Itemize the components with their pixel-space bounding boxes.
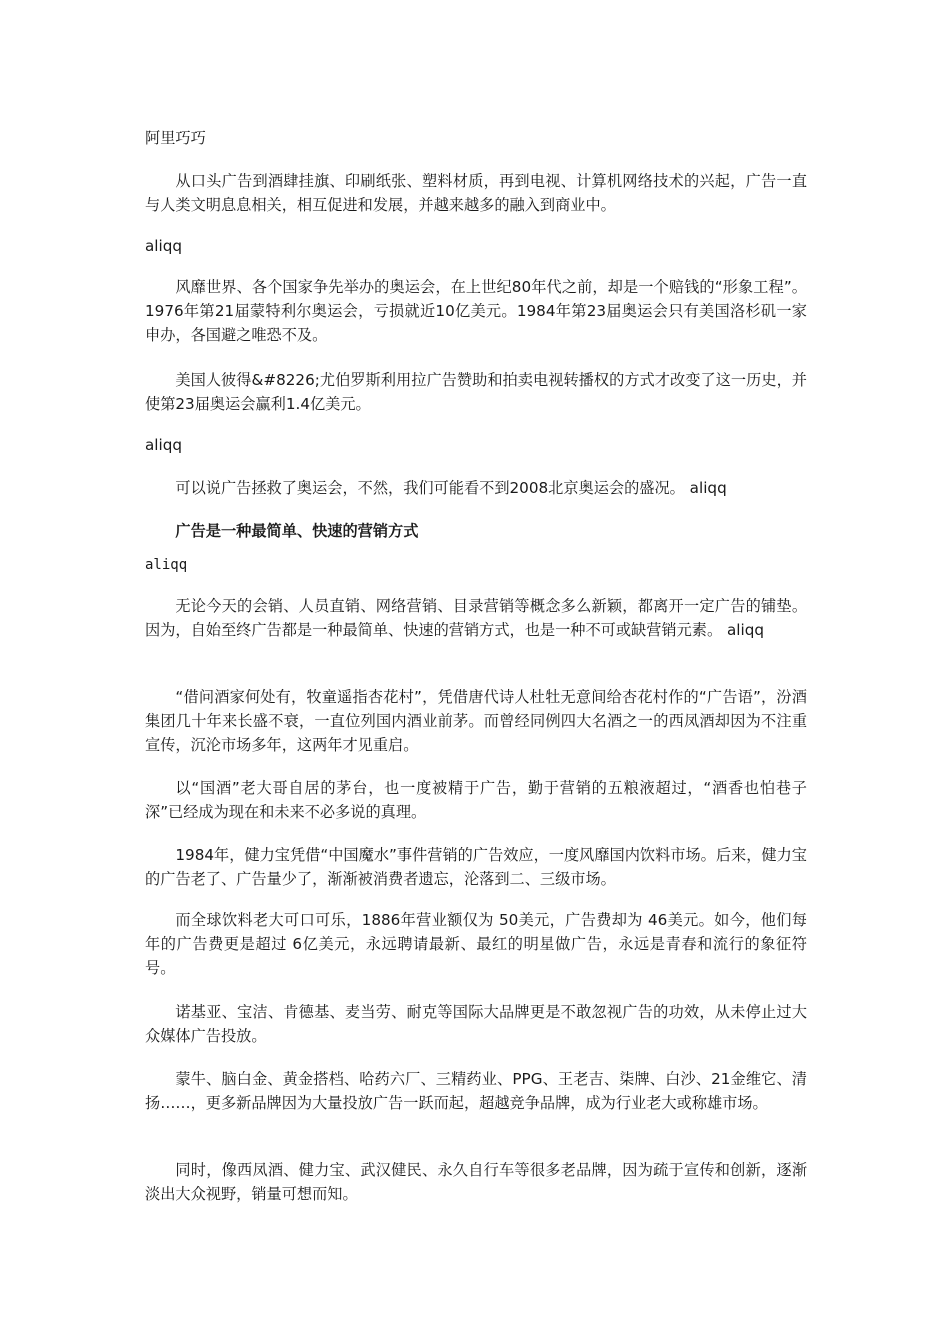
paragraph-9: 而全球饮料老大可口可乐，1886年营业额仅为 50美元，广告费却为 46美元。如今，他们每年的广告费更是超过 6亿美元，永远聘请最新、最红的明星做广告，永远是青春和流行的象征符号。: [145, 911, 807, 977]
paragraph-11: 蒙牛、脑白金、黄金搭档、哈药六厂、三精药业、PPG、王老吉、柒牌、白沙、21金维它、清扬……，更多新品牌因为大量投放广告一跃而起，超越竞争品牌，成为行业老大或称雄市场。: [145, 1070, 807, 1112]
paragraph-3: 美国人彼得&#8226;尤伯罗斯利用拉广告赞助和拍卖电视转播权的方式才改变了这一历史，并使第23届奥运会赢利1.4亿美元。: [145, 371, 807, 413]
tag-line-1: aliqq: [145, 237, 183, 255]
paragraph-2: 风靡世界、各个国家争先举办的奥运会，在上世纪80年代之前，却是一个赔钱的“形象工程”。1976年第21届蒙特利尔奥运会，亏损就近10亿美元。1984年第23届奥运会只有美国洛杉矶一家申办，各国避之唯恐不及。: [145, 278, 807, 344]
tag-line-2: aliqq: [145, 436, 183, 454]
paragraph-1: 从口头广告到酒肆挂旗、印刷纸张、塑料材质，再到电视、计算机网络技术的兴起，广告一直与人类文明息息相关，相互促进和发展，并越来越多的融入到商业中。: [145, 172, 807, 214]
paragraph-10: 诺基亚、宝洁、肯德基、麦当劳、耐克等国际大品牌更是不敢忽视广告的功效，从未停止过大众媒体广告投放。: [145, 1003, 807, 1045]
paragraph-6: “借问酒家何处有，牧童遥指杏花村”，凭借唐代诗人杜牡无意间给杏花村作的“广告语”，汾酒集团几十年来长盛不衰，一直位列国内酒业前茅。而曾经同例四大名酒之一的西凤酒却因为不注重宣传，沉沦市场多年，这两年才见重启。: [145, 688, 807, 754]
paragraph-5: 无论今天的会销、人员直销、网络营销、目录营销等概念多么新颖，都离开一定广告的铺垫。因为，自始至终广告都是一种最简单、快速的营销方式，也是一种不可或缺营销元素。 aliqq: [145, 597, 807, 639]
tag-line-3: aliqq: [145, 557, 188, 573]
paragraph-8: 1984年，健力宝凭借“中国魔水”事件营销的广告效应，一度风靡国内饮料市场。后来，健力宝的广告老了、广告量少了，渐渐被消费者遗忘，沦落到二、三级市场。: [145, 846, 807, 888]
paragraph-7: 以“国酒”老大哥自居的茅台，也一度被精于广告，勤于营销的五粮液超过，“酒香也怕巷子深”已经成为现在和未来不必多说的真理。: [145, 779, 807, 821]
author-line: 阿里巧巧: [145, 129, 206, 147]
paragraph-4: 可以说广告拯救了奥运会，不然，我们可能看不到2008北京奥运会的盛况。 aliqq: [175, 479, 727, 497]
section-heading: 广告是一种最简单、快速的营销方式: [175, 522, 419, 540]
paragraph-12: 同时，像西凤酒、健力宝、武汉健民、永久自行车等很多老品牌，因为疏于宣传和创新，逐渐淡出大众视野，销量可想而知。: [145, 1161, 807, 1203]
